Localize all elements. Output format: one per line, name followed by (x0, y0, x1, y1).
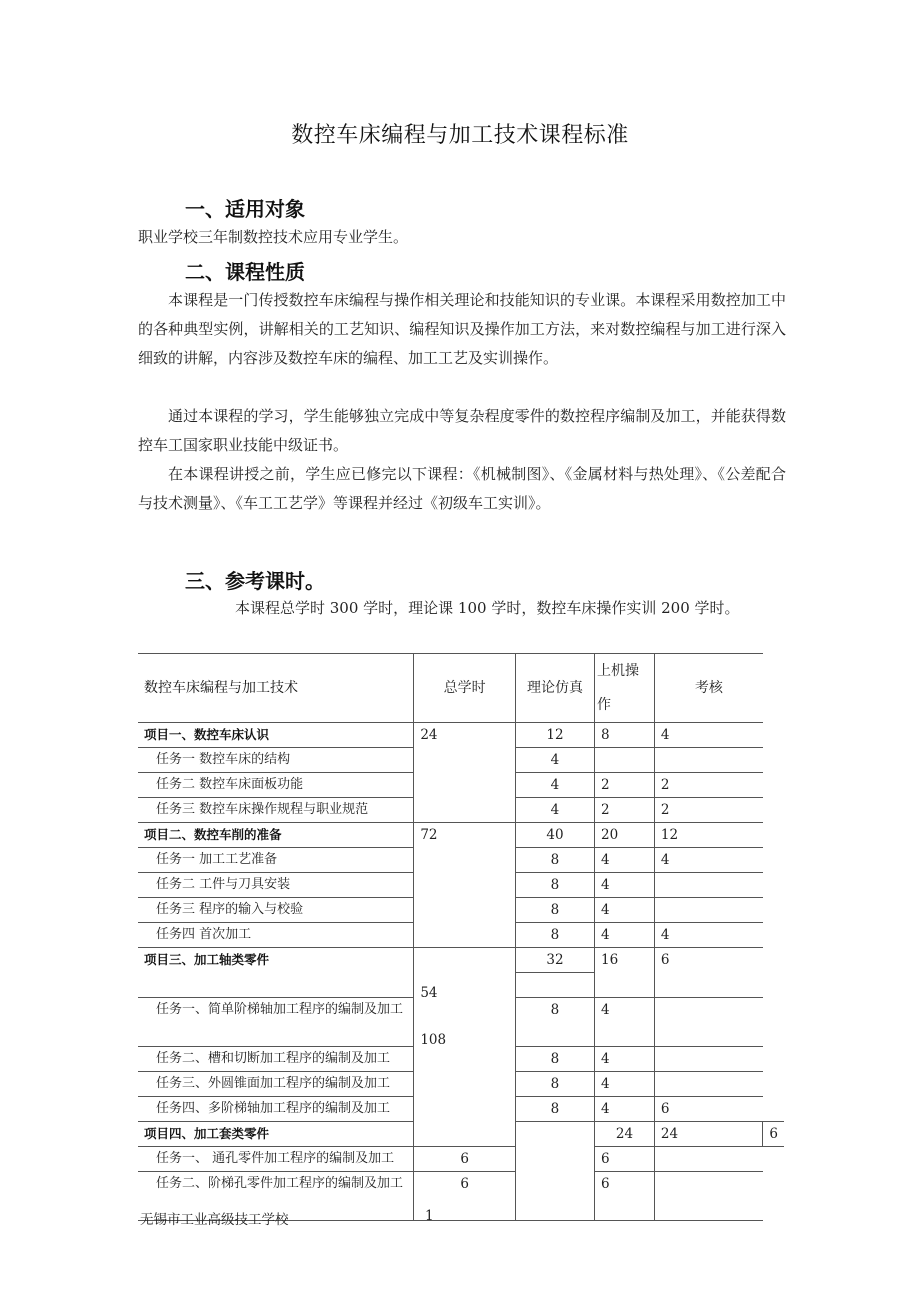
task-theory: 4 (515, 748, 594, 773)
task-practice: 2 (595, 773, 655, 798)
header-exam: 考核 (654, 654, 763, 723)
task-name: 任务四、多阶梯轴加工程序的编制及加工 (138, 1097, 414, 1122)
task-name: 任务四 首次加工 (138, 923, 414, 948)
footer-school-name: 无锡市工业高级技工学校 (140, 1212, 289, 1228)
task-theory: 8 (515, 923, 594, 948)
task-theory: 8 (515, 1072, 594, 1097)
task-practice: 2 (595, 798, 655, 823)
project-exam: 6 (763, 1122, 784, 1147)
project-practice: 24 (654, 1122, 763, 1147)
task-theory: 8 (515, 1047, 594, 1072)
task-name: 任务二 工件与刀具安装 (138, 873, 414, 898)
task-practice: 4 (595, 848, 655, 873)
task-practice: 4 (595, 1097, 655, 1122)
empty-cell (515, 973, 594, 998)
task-practice: 6 (595, 1172, 655, 1221)
task-name: 任务三 程序的输入与校验 (138, 898, 414, 923)
task-exam: 4 (654, 923, 763, 948)
task-practice: 4 (595, 1047, 655, 1072)
project-theory: 24 (595, 1122, 655, 1147)
task-name: 任务二、阶梯孔零件加工程序的编制及加工 (138, 1172, 414, 1221)
task-theory: 8 (515, 998, 594, 1047)
task-practice: 4 (595, 923, 655, 948)
project-total-hours (515, 1122, 594, 1221)
task-exam (654, 1047, 763, 1072)
task-exam (654, 873, 763, 898)
project-total-hours: 72 (414, 823, 516, 948)
task-name: 任务一 数控车床的结构 (138, 748, 414, 773)
task-practice (595, 748, 655, 773)
project-exam: 12 (654, 823, 763, 848)
project-practice: 16 (595, 948, 655, 998)
project-total-hours-cell (414, 948, 516, 1147)
project-exam: 6 (654, 948, 763, 998)
task-name: 任务二 数控车床面板功能 (138, 773, 414, 798)
task-theory: 6 (414, 1147, 516, 1172)
section-heading-audience: 一、适用对象 (185, 197, 305, 221)
table-row-task (138, 1147, 784, 1172)
task-exam (654, 1072, 763, 1097)
table-row-project (138, 723, 784, 748)
task-practice: 4 (595, 898, 655, 923)
task-exam: 2 (654, 798, 763, 823)
task-theory: 8 (515, 848, 594, 873)
task-practice: 4 (595, 873, 655, 898)
paragraph-prerequisites: 在本课程讲授之前，学生应已修完以下课程：《机械制图》、《金属材料与热处理》、《公差配合与技术测量》、《车工工艺学》等课程并经过《初级车工实训》。 (138, 465, 786, 512)
task-name: 任务三、外圆锥面加工程序的编制及加工 (138, 1072, 414, 1097)
project-practice: 20 (595, 823, 655, 848)
document-title: 数控车床编程与加工技术课程标准 (291, 123, 629, 148)
section-heading-hours: 三、参考课时。 (185, 569, 325, 593)
task-exam: 6 (654, 1097, 763, 1122)
project-total-hours-extra: 108 (420, 1032, 447, 1048)
project-name: 项目一、数控车床认识 (138, 723, 414, 748)
task-name: 任务一、简单阶梯轴加工程序的编制及加工 (138, 998, 414, 1047)
task-theory: 6 (414, 1172, 516, 1221)
project-practice: 8 (595, 723, 655, 748)
task-exam: 2 (654, 773, 763, 798)
task-practice: 4 (595, 998, 655, 1047)
header-total-hours: 总学时 (414, 654, 516, 723)
project-name: 项目四、加工套类零件 (138, 1122, 414, 1147)
task-exam (654, 1172, 763, 1221)
task-name: 任务一、 通孔零件加工程序的编制及加工 (138, 1147, 414, 1172)
task-exam (654, 1147, 763, 1172)
table-header-row (138, 654, 784, 723)
task-name: 任务三 数控车床操作规程与职业规范 (138, 798, 414, 823)
course-hours-table (138, 653, 784, 1221)
header-course: 数控车床编程与加工技术 (138, 654, 414, 723)
project-total-hours: 24 (414, 723, 516, 823)
paragraph-hours: 本课程总学时 300 学时，理论课 100 学时，数控车床操作实训 200 学时。 (235, 599, 740, 617)
project-total-hours: 54 (420, 985, 438, 1001)
footer-page-number: 1 (425, 1208, 434, 1224)
task-theory: 8 (515, 873, 594, 898)
table-row-project (138, 823, 784, 848)
task-name: 任务二、槽和切断加工程序的编制及加工 (138, 1047, 414, 1072)
task-practice: 4 (595, 1072, 655, 1097)
task-theory: 8 (515, 1097, 594, 1122)
section-heading-nature: 二、课程性质 (185, 260, 305, 284)
paragraph-course-nature: 本课程是一门传授数控车床编程与操作相关理论和技能知识的专业课。本课程采用数控加工中的各种典型实例，讲解相关的工艺知识、编程知识及操作加工方法，来对数控编程与加工进行深入细致的讲解，内容涉及数控车床的编程、加工工艺及实训操作。 (138, 291, 786, 367)
task-practice: 6 (595, 1147, 655, 1172)
task-exam (654, 998, 763, 1047)
project-name: 项目三、加工轴类零件 (138, 948, 414, 998)
task-exam (654, 748, 763, 773)
header-theory: 理论仿真 (515, 654, 594, 723)
task-exam: 4 (654, 848, 763, 873)
project-exam: 4 (654, 723, 763, 748)
task-exam (654, 898, 763, 923)
task-name: 任务一 加工工艺准备 (138, 848, 414, 873)
task-theory: 8 (515, 898, 594, 923)
section-text-audience: 职业学校三年制数控技术应用专业学生。 (138, 228, 409, 246)
task-theory: 4 (515, 773, 594, 798)
project-name: 项目二、数控车削的准备 (138, 823, 414, 848)
project-theory: 12 (515, 723, 594, 748)
project-theory: 40 (515, 823, 594, 848)
header-practice: 上机操作 (595, 654, 655, 723)
table-row-project (138, 948, 784, 973)
paragraph-learning-outcome: 通过本课程的学习，学生能够独立完成中等复杂程度零件的数控程序编制及加工，并能获得数控车工国家职业技能中级证书。 (138, 407, 786, 454)
project-theory: 32 (515, 948, 594, 973)
task-theory: 4 (515, 798, 594, 823)
